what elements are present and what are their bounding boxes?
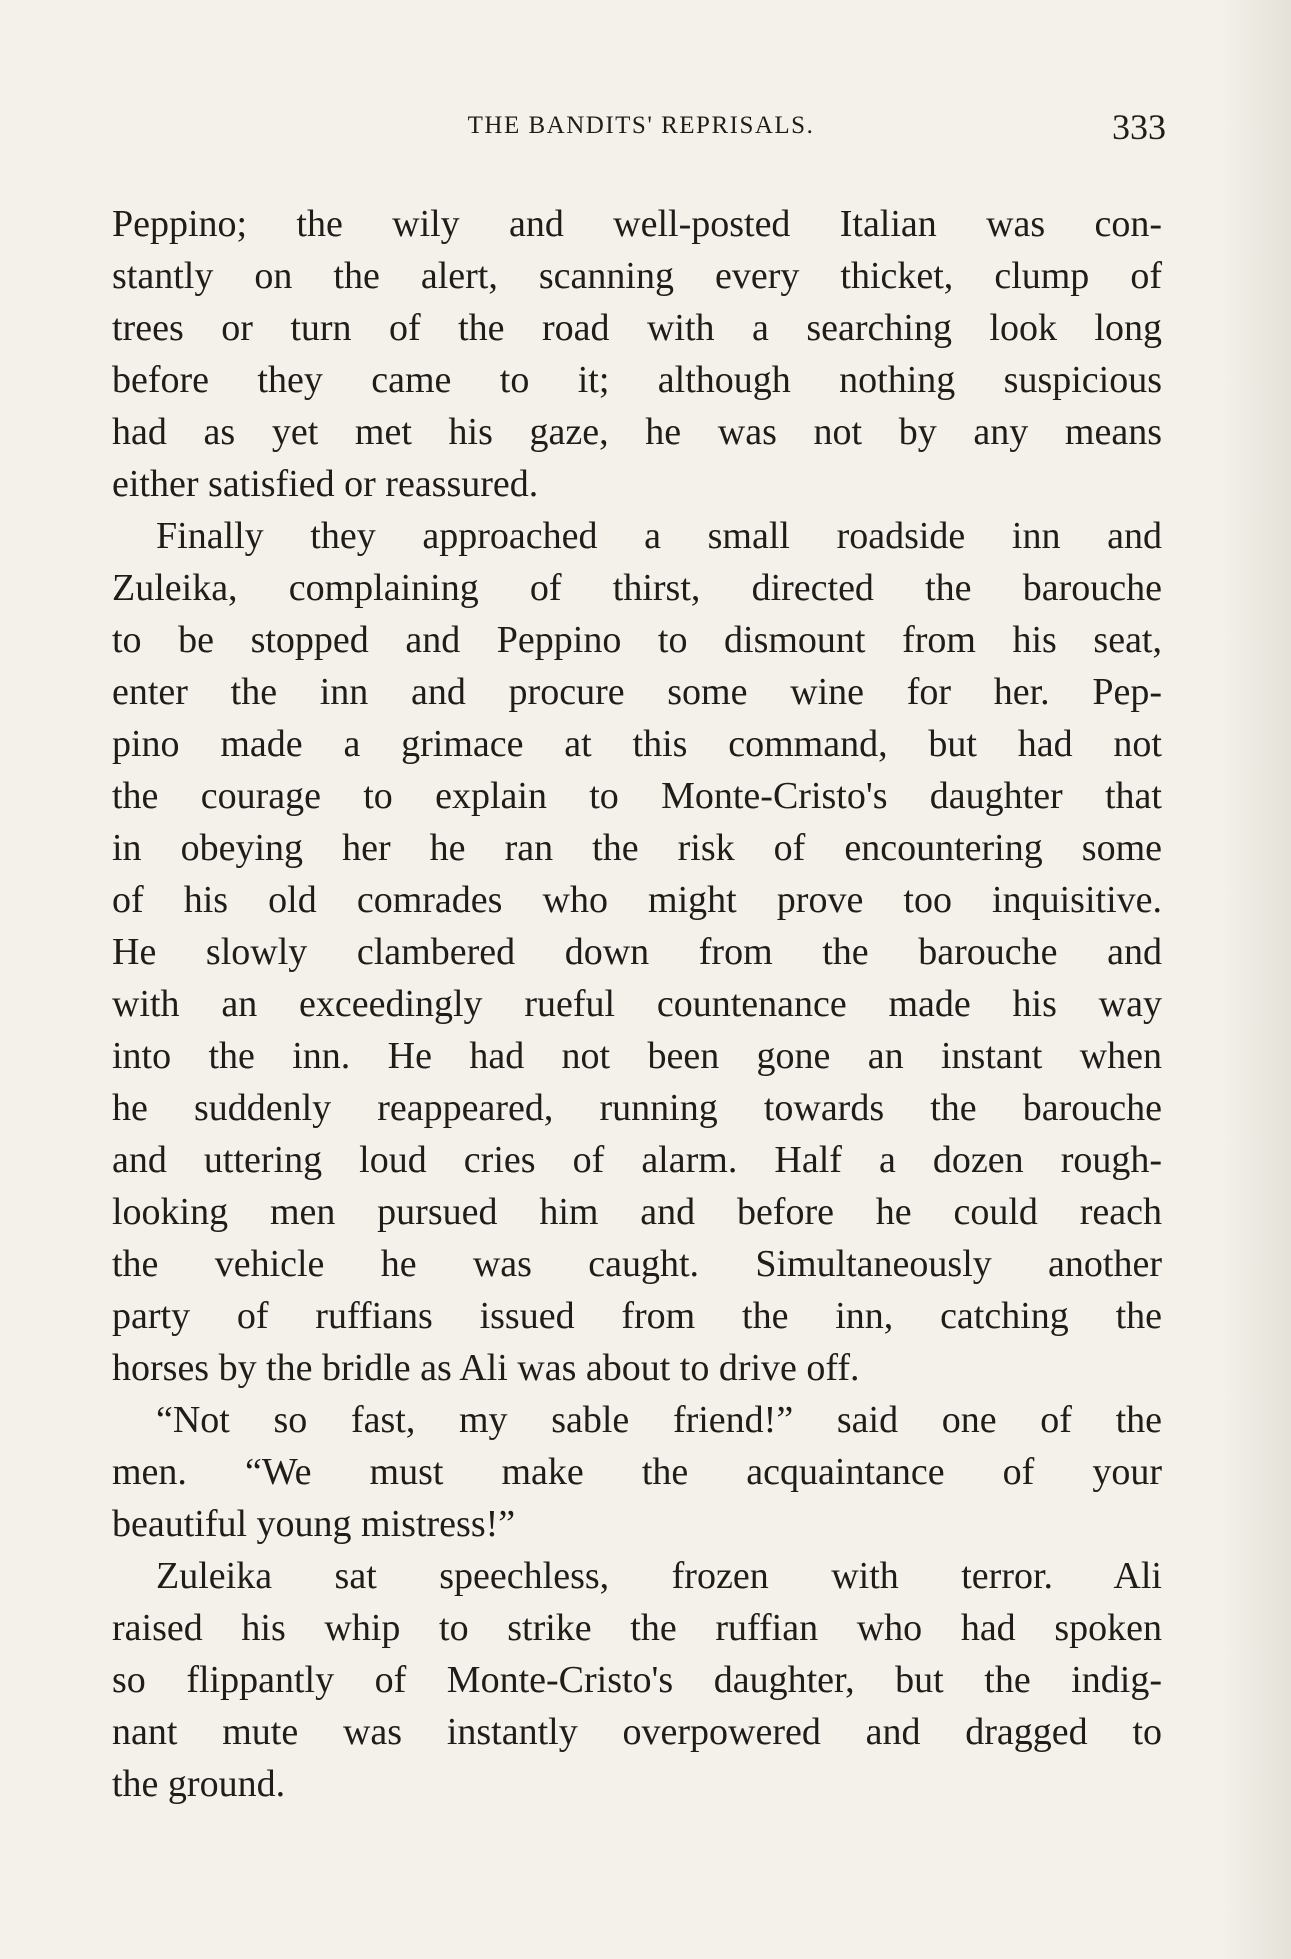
- paragraph: [112, 1550, 1162, 1810]
- text-line: party of ruffians issued from the inn, catching the: [112, 1295, 1162, 1337]
- text-line: “Not so fast, my sable friend!” said one of the: [156, 1399, 1162, 1441]
- text-line: enter the inn and procure some wine for her. Pep-: [112, 671, 1162, 713]
- body-text: [112, 198, 1162, 1810]
- text-line: either satisfied or reassured.: [112, 463, 539, 505]
- text-line: into the inn. He had not been gone an instant when: [112, 1035, 1162, 1077]
- page-number: 333: [1112, 107, 1166, 147]
- text-line: before they came to it; although nothing suspicious: [112, 359, 1162, 401]
- page-edge-shadow: [1221, 0, 1291, 1959]
- text-line: and uttering loud cries of alarm. Half a dozen rough-: [112, 1139, 1162, 1181]
- text-line: beautiful young mistress!”: [112, 1503, 516, 1545]
- text-line: had as yet met his gaze, he was not by any means: [112, 411, 1162, 453]
- text-line: He slowly clambered down from the barouche and: [112, 931, 1162, 973]
- text-line: Finally they approached a small roadside inn and: [156, 515, 1162, 557]
- text-line: the ground.: [112, 1763, 286, 1805]
- text-line: of his old comrades who might prove too inquisitive.: [112, 879, 1162, 921]
- text-line: horses by the bridle as Ali was about to drive off.: [112, 1347, 860, 1389]
- text-line: Zuleika, complaining of thirst, directed the barouche: [112, 567, 1162, 609]
- paragraph: [112, 198, 1162, 510]
- text-line: so flippantly of Monte-Cristo's daughter, but the indig-: [112, 1659, 1162, 1701]
- text-line: nant mute was instantly overpowered and dragged to: [112, 1711, 1162, 1753]
- text-line: raised his whip to strike the ruffian who had spoken: [112, 1607, 1162, 1649]
- text-line: the vehicle he was caught. Simultaneously another: [112, 1243, 1162, 1285]
- text-line: trees or turn of the road with a searching look long: [112, 307, 1162, 349]
- text-line: in obeying her he ran the risk of encountering some: [112, 827, 1162, 869]
- text-line: stantly on the alert, scanning every thicket, clump of: [112, 255, 1162, 297]
- text-line: men. “We must make the acquaintance of your: [112, 1451, 1162, 1493]
- text-line: pino made a grimace at this command, but had not: [112, 723, 1162, 765]
- text-line: he suddenly reappeared, running towards the barouche: [112, 1087, 1162, 1129]
- text-line: to be stopped and Peppino to dismount from his seat,: [112, 619, 1162, 661]
- paragraph: [112, 1394, 1162, 1550]
- text-line: Zuleika sat speechless, frozen with terror. Ali: [156, 1555, 1162, 1597]
- text-line: Peppino; the wily and well-posted Italian was con-: [112, 203, 1162, 245]
- text-line: with an exceedingly rueful countenance made his way: [112, 983, 1162, 1025]
- running-title: THE BANDITS' REPRISALS.: [467, 112, 815, 139]
- text-line: the courage to explain to Monte-Cristo's daughter that: [112, 775, 1162, 817]
- running-head: [112, 107, 1170, 152]
- paragraph: [112, 510, 1162, 1394]
- text-line: looking men pursued him and before he could reach: [112, 1191, 1162, 1233]
